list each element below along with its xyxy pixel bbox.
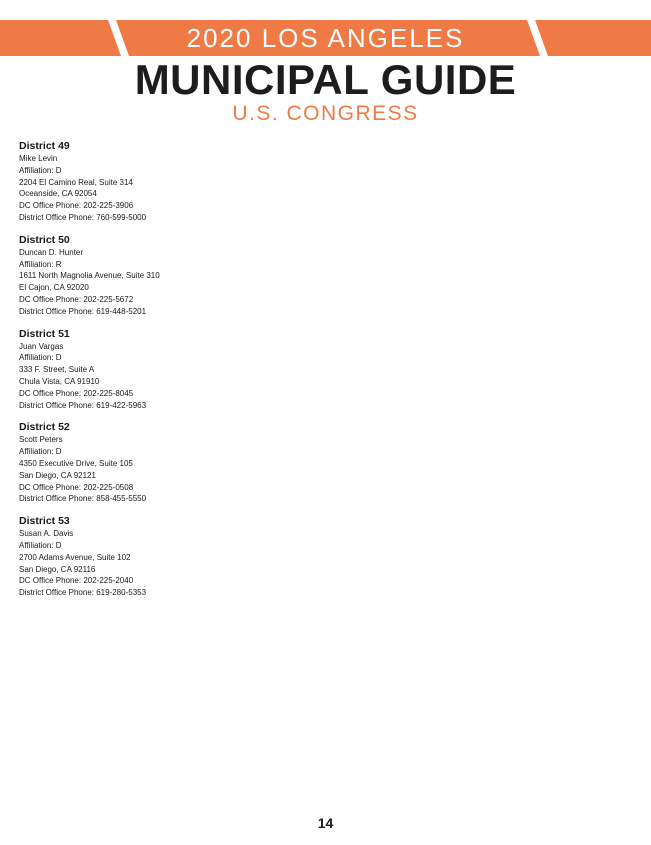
representative-name: Susan A. Davis — [19, 529, 74, 539]
district-title: District 50 — [19, 233, 70, 246]
street-address: 333 F. Street, Suite A — [19, 365, 95, 375]
district-entry — [19, 421, 419, 505]
page-number: 14 — [317, 815, 334, 831]
dc-office-phone: DC Office Phone: 202-225-3906 — [19, 201, 134, 211]
banner-title: 2020 LOS ANGELES — [186, 23, 465, 53]
page-title: MUNICIPAL GUIDE — [134, 56, 517, 103]
street-address: 4350 Executive Drive, Suite 105 — [19, 458, 133, 468]
representative-name: Scott Peters — [19, 435, 63, 445]
district-office-phone: District Office Phone: 619-280-5353 — [19, 588, 147, 598]
city-state-zip: San Diego, CA 92121 — [19, 470, 96, 480]
affiliation: Affiliation: D — [19, 540, 62, 550]
district-office-phone: District Office Phone: 619-422-5963 — [19, 400, 147, 410]
dc-office-phone: DC Office Phone: 202-225-0508 — [19, 482, 134, 492]
district-entry — [19, 140, 419, 224]
district-entry — [19, 328, 419, 412]
city-state-zip: El Cajon, CA 92020 — [19, 283, 89, 293]
district-title: District 49 — [19, 140, 70, 152]
district-entry — [19, 515, 419, 599]
district-office-phone: District Office Phone: 619-448-5201 — [19, 306, 147, 316]
city-state-zip: Oceanside, CA 92054 — [19, 189, 97, 199]
district-entry — [19, 234, 419, 318]
section-subtitle: U.S. CONGRESS — [232, 102, 419, 125]
representative-name: Juan Vargas — [19, 341, 64, 351]
dc-office-phone: DC Office Phone: 202-225-8045 — [19, 388, 134, 398]
representative-name: Duncan D. Hunter — [19, 247, 84, 257]
city-state-zip: San Diego, CA 92116 — [19, 564, 96, 574]
district-office-phone: District Office Phone: 760-599-5000 — [19, 212, 147, 222]
district-title: District 52 — [19, 421, 70, 434]
representative-name: Mike Levin — [19, 154, 58, 163]
district-list — [19, 140, 419, 609]
district-title: District 53 — [19, 515, 70, 528]
dc-office-phone: DC Office Phone: 202-225-2040 — [19, 576, 134, 586]
street-address: 2204 El Camino Real, Suite 314 — [19, 177, 133, 187]
affiliation: Affiliation: D — [19, 165, 62, 175]
district-title: District 51 — [19, 327, 70, 340]
affiliation: Affiliation: D — [19, 353, 62, 363]
street-address: 2700 Adams Avenue, Suite 102 — [19, 552, 131, 562]
affiliation: Affiliation: R — [19, 259, 62, 269]
dc-office-phone: DC Office Phone: 202-225-5672 — [19, 294, 134, 304]
street-address: 1611 North Magnolia Avenue, Suite 310 — [19, 271, 160, 281]
affiliation: Affiliation: D — [19, 447, 62, 457]
city-state-zip: Chula Vista, CA 91910 — [19, 376, 100, 386]
district-office-phone: District Office Phone: 858-455-5550 — [19, 494, 147, 504]
